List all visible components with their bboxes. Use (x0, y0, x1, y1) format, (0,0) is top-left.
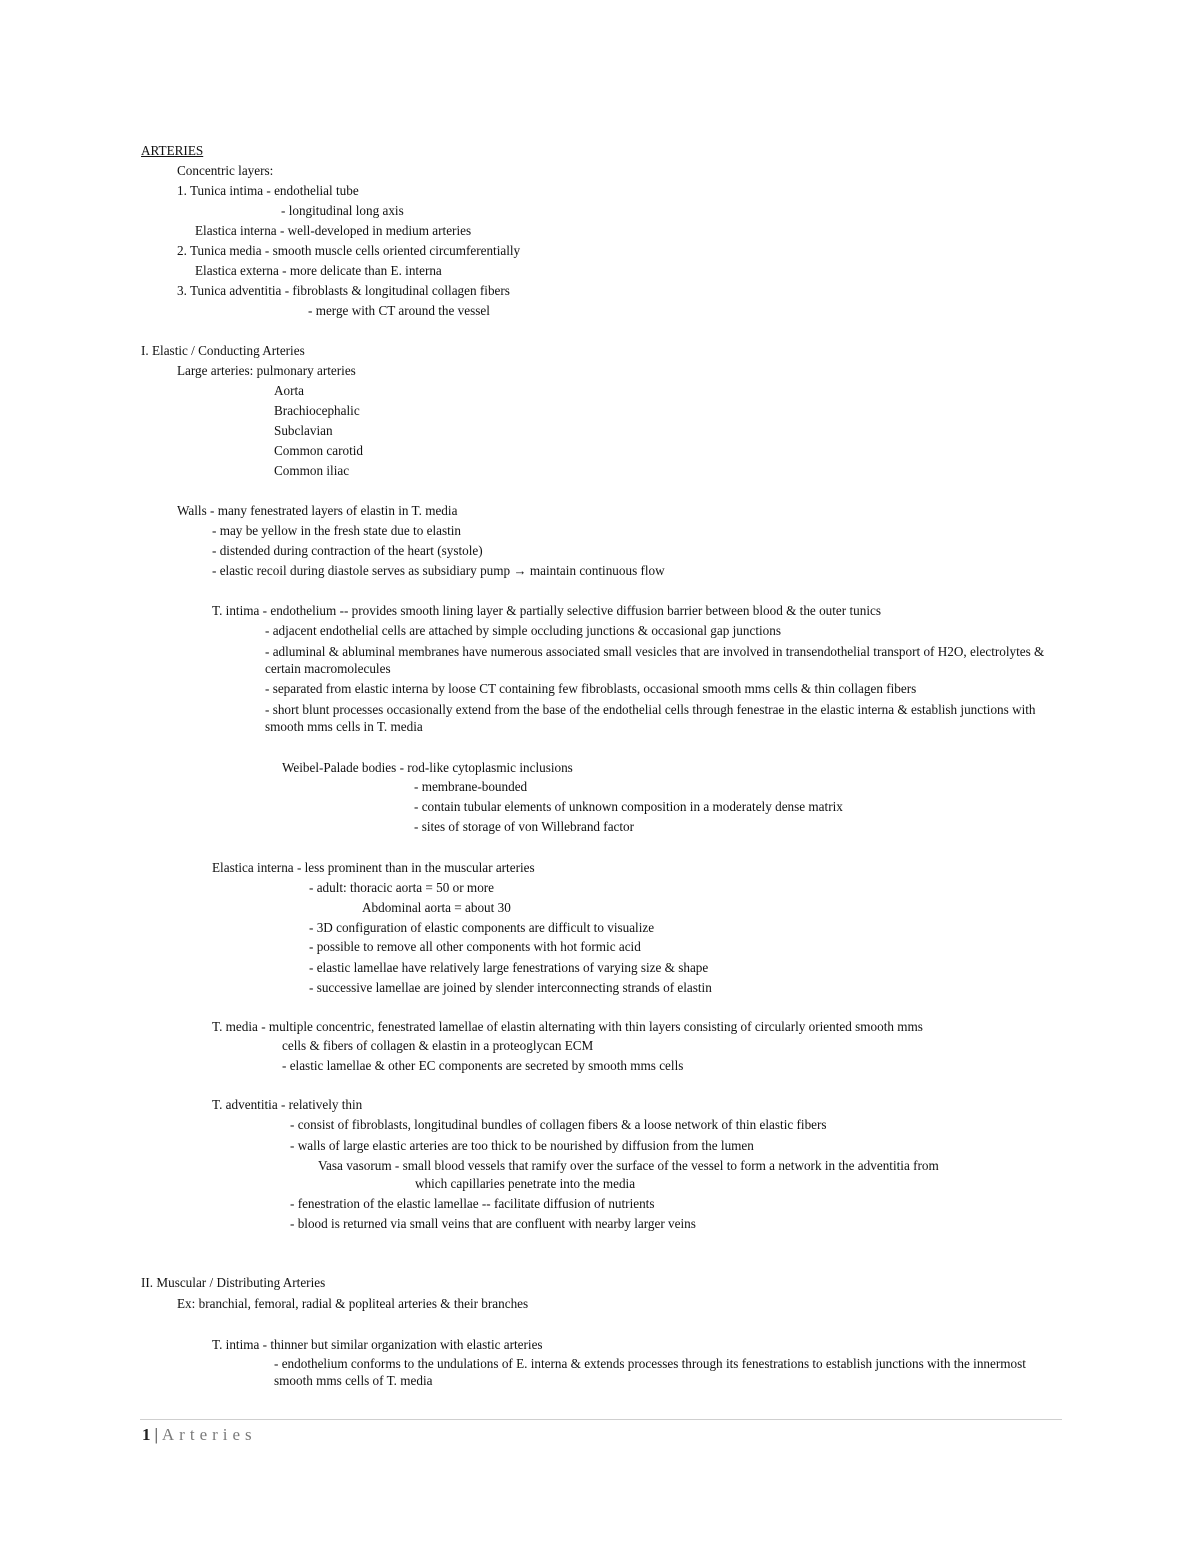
adventitia-line: T. adventitia - relatively thin (212, 1097, 363, 1112)
elastica-item: - successive lamellae are joined by slender interconnecting strands of elastin (309, 980, 712, 995)
section-2-heading: II. Muscular / Distributing Arteries (141, 1275, 326, 1290)
media-line: T. media - multiple concentric, fenestrated lamellae of elastin alternating with thin layers consisting of circularly oriented smooth mms (212, 1019, 923, 1034)
section-2-examples: Ex: branchial, femoral, radial & popliteal arteries & their branches (177, 1296, 529, 1311)
elastica-interna-line: Elastica interna - well-developed in medium arteries (195, 223, 472, 238)
section-1-heading: I. Elastic / Conducting Arteries (141, 343, 305, 358)
elastica-abdominal: Abdominal aorta = about 30 (362, 900, 511, 915)
large-artery-item: Common carotid (274, 443, 364, 458)
section-2-intima-item: - endothelium conforms to the undulations of E. interna & extends processes through its fenestrations to establish junctions with the innermost smooth mms cells of T. media (274, 1356, 1026, 1388)
elastica-item: - elastic lamellae have relatively large fenestrations of varying size & shape (309, 960, 709, 975)
walls-line: Walls - many fenestrated layers of elastin in T. media (177, 503, 458, 518)
concentric-label: Concentric layers: (177, 163, 274, 178)
intima-item: - adjacent endothelial cells are attached by simple occluding junctions & occasional gap junctions (265, 623, 781, 638)
large-artery-item: Subclavian (274, 423, 333, 438)
intima-item: - short blunt processes occasionally extend from the base of the endothelial cells through fenestrae in the elastic interna & establish junctions with smooth mms cells in T. media (265, 702, 1036, 734)
layer-2: 2. Tunica media - smooth muscle cells oriented circumferentially (177, 243, 521, 258)
elastica-item: - 3D configuration of elastic components are difficult to visualize (309, 920, 655, 935)
elastica-externa-line: Elastica externa - more delicate than E. interna (195, 263, 442, 278)
intima-line: T. intima - endothelium -- provides smooth lining layer & partially selective diffusion barrier between blood & the outer tunics (212, 603, 881, 618)
adventitia-item: - walls of large elastic arteries are too thick to be nourished by diffusion from the lumen (290, 1138, 754, 1153)
footer-document-name: Arteries (161, 1425, 257, 1444)
weibel-palade-line: Weibel-Palade bodies - rod-like cytoplasmic inclusions (282, 760, 573, 775)
footer-divider (140, 1419, 1062, 1420)
large-artery-item: Common iliac (274, 463, 350, 478)
layer-1-detail: - longitudinal long axis (281, 203, 404, 218)
adventitia-item: - blood is returned via small veins that are confluent with nearby larger veins (290, 1216, 696, 1231)
walls-item: - elastic recoil during diastole serves as subsidiary pump → maintain continuous flow (212, 563, 665, 578)
footer-separator: | (154, 1425, 158, 1444)
elastica-adult: - adult: thoracic aorta = 50 or more (309, 880, 495, 895)
section-2-intima: T. intima - thinner but similar organization with elastic arteries (212, 1337, 543, 1352)
intima-item: - adluminal & abluminal membranes have numerous associated small vesicles that are involved in transendothelial transport of H2O, electrolytes & certain macromolecules (265, 644, 1045, 676)
large-artery-item: Brachiocephalic (274, 403, 360, 418)
weibel-item: - contain tubular elements of unknown composition in a moderately dense matrix (414, 799, 843, 814)
layer-1: 1. Tunica intima - endothelial tube (177, 183, 359, 198)
page-number: 1 (142, 1425, 151, 1444)
media-item: - elastic lamellae & other EC components are secreted by smooth mms cells (282, 1058, 684, 1073)
walls-item: - distended during contraction of the heart (systole) (212, 543, 483, 558)
elastica-item: - possible to remove all other components with hot formic acid (309, 939, 641, 954)
large-arteries-label: Large arteries: pulmonary arteries (177, 363, 356, 378)
page-footer (142, 1425, 257, 1445)
intima-item: - separated from elastic interna by loose CT containing few fibroblasts, occasional smooth mms cells & thin collagen fibers (265, 681, 917, 696)
weibel-item: - membrane-bounded (414, 779, 528, 794)
walls-item: - may be yellow in the fresh state due to elastin (212, 523, 462, 538)
vasa-vasorum-line: Vasa vasorum - small blood vessels that ramify over the surface of the vessel to form a network in the adventitia from (318, 1158, 939, 1173)
adventitia-item: - fenestration of the elastic lamellae -- facilitate diffusion of nutrients (290, 1196, 655, 1211)
large-artery-item: Aorta (274, 383, 305, 398)
vasa-vasorum-continuation: which capillaries penetrate into the media (415, 1176, 636, 1191)
media-continuation: cells & fibers of collagen & elastin in a proteoglycan ECM (282, 1038, 594, 1053)
layer-3-detail: - merge with CT around the vessel (308, 303, 490, 318)
layer-3: 3. Tunica adventitia - fibroblasts & longitudinal collagen fibers (177, 283, 510, 298)
document-title: ARTERIES (141, 143, 204, 158)
adventitia-item: - consist of fibroblasts, longitudinal bundles of collagen fibers & a loose network of thin elastic fibers (290, 1117, 827, 1132)
elastica-interna-heading: Elastica interna - less prominent than in the muscular arteries (212, 860, 535, 875)
weibel-item: - sites of storage of von Willebrand factor (414, 819, 635, 834)
